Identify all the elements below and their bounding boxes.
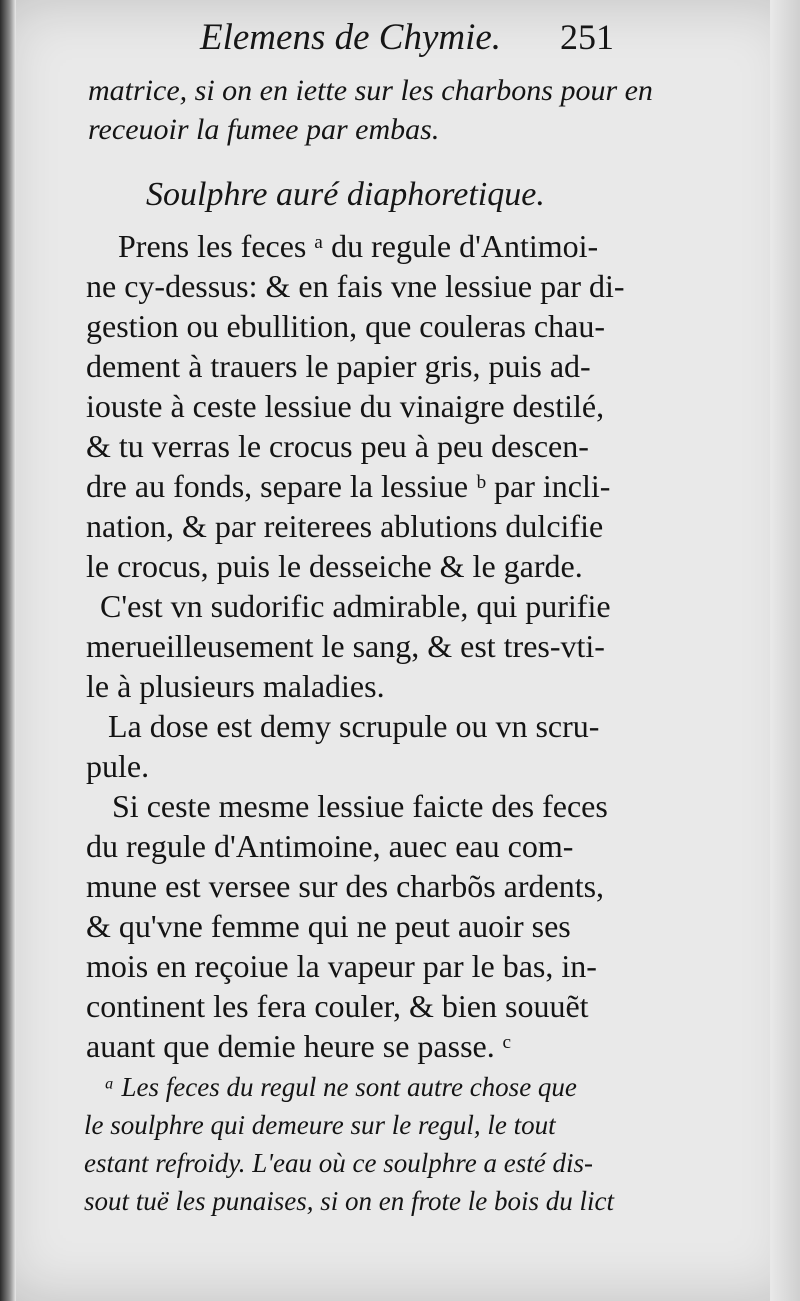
text-line: continent les fera couler, & bien souuẽt <box>86 988 589 1024</box>
page-number: 251 <box>560 17 614 57</box>
text-line: La dose est demy scrupule ou vn scru- <box>108 708 600 744</box>
text-line: iouste à ceste lessiue du vinaigre destilé, <box>86 388 605 424</box>
text-line: le crocus, puis le desseiche & le garde. <box>86 548 583 584</box>
text-line: gestion ou ebullition, que couleras chau- <box>86 308 605 344</box>
footnote-line: ᵃ Les feces du regul ne sont autre chose que <box>104 1072 577 1102</box>
text-line: & tu verras le crocus peu à peu descen- <box>86 428 589 464</box>
text-line: dre au fonds, separe la lessiue ᵇ par incli- <box>86 468 611 504</box>
text-line: ne cy-dessus: & en fais vne lessiue par di- <box>86 268 625 304</box>
section-title: Soulphre auré diaphoretique. <box>146 176 545 213</box>
text-line: C'est vn sudorific admirable, qui purifie <box>100 588 611 624</box>
running-title: Elemens de Chymie. <box>200 17 502 58</box>
text-line: matrice, si on en iette sur les charbons pour en <box>88 74 653 107</box>
text-line: merueilleusement le sang, & est tres-vti- <box>86 628 605 664</box>
text-line: nation, & par reiterees ablutions dulcifie <box>86 508 604 544</box>
footnote-line: sout tuë les punaises, si on en frote le bois du lict <box>84 1186 614 1216</box>
page-edge <box>770 0 800 1301</box>
text-line: pule. <box>86 748 150 784</box>
text-line: dement à trauers le papier gris, puis ad- <box>86 348 591 384</box>
text-line: & qu'vne femme qui ne peut auoir ses <box>86 908 571 944</box>
footnote-line: le soulphre qui demeure sur le regul, le tout <box>84 1110 556 1140</box>
text-line: mois en reçoiue la vapeur par le bas, in- <box>86 948 597 984</box>
text-line: Prens les feces ᵃ du regule d'Antimoi- <box>118 228 599 264</box>
footnote-line: estant refroidy. L'eau où ce soulphre a esté dis- <box>84 1148 593 1178</box>
text-line: auant que demie heure se passe. ᶜ <box>86 1028 511 1064</box>
text-line: du regule d'Antimoine, auec eau com- <box>86 828 574 864</box>
page-gutter-shadow <box>0 0 16 1301</box>
text-line: receuoir la fumee par embas. <box>88 113 440 146</box>
text-line: mune est versee sur des charbõs ardents, <box>86 868 605 904</box>
text-line: le à plusieurs maladies. <box>86 668 385 704</box>
text-line: Si ceste mesme lessiue faicte des feces <box>112 788 608 824</box>
